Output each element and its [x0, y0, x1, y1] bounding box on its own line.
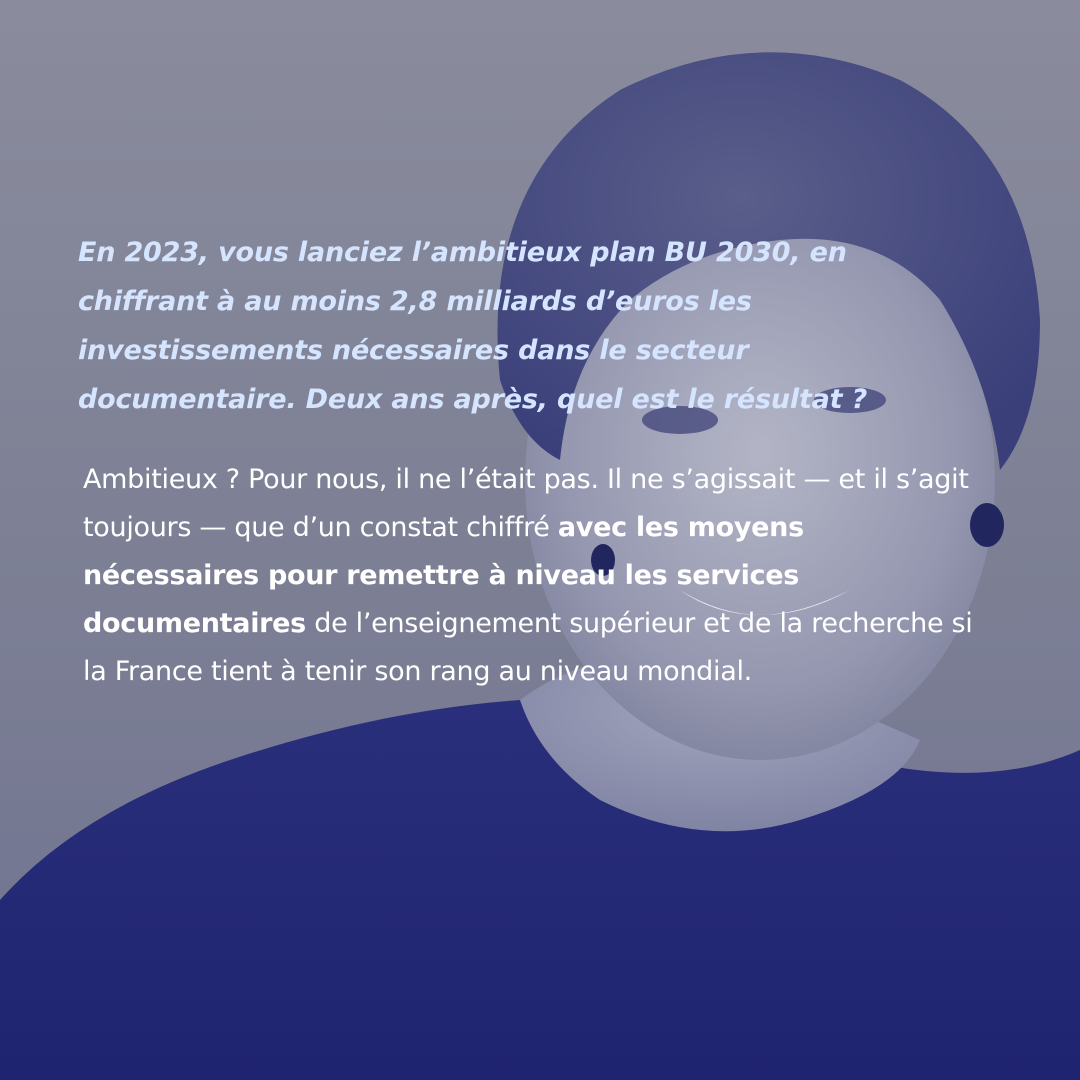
interview-question: En 2023, vous lanciez l’ambitieux plan BU 2030, en chiffrant à au moins 2,8 milliards d’euros les investissements nécessaires dans le secteur documentaire. Deux ans après, quel est le résultat ?: [78, 237, 868, 415]
answer-text-end: de l’enseignement supérieur et de la recherche si la France tient à tenir son rang au niveau mondial.: [83, 608, 973, 687]
interview-answer: [83, 456, 983, 696]
answer-text-start: Ambitieux ? Pour nous, il ne l’était pas. Il ne s’agissait — et il s’agit toujours — que d’un constat chiffré: [83, 464, 969, 543]
answer-emphasis: avec les moyens nécessaires pour remettre à niveau les services documentaires: [83, 512, 804, 639]
